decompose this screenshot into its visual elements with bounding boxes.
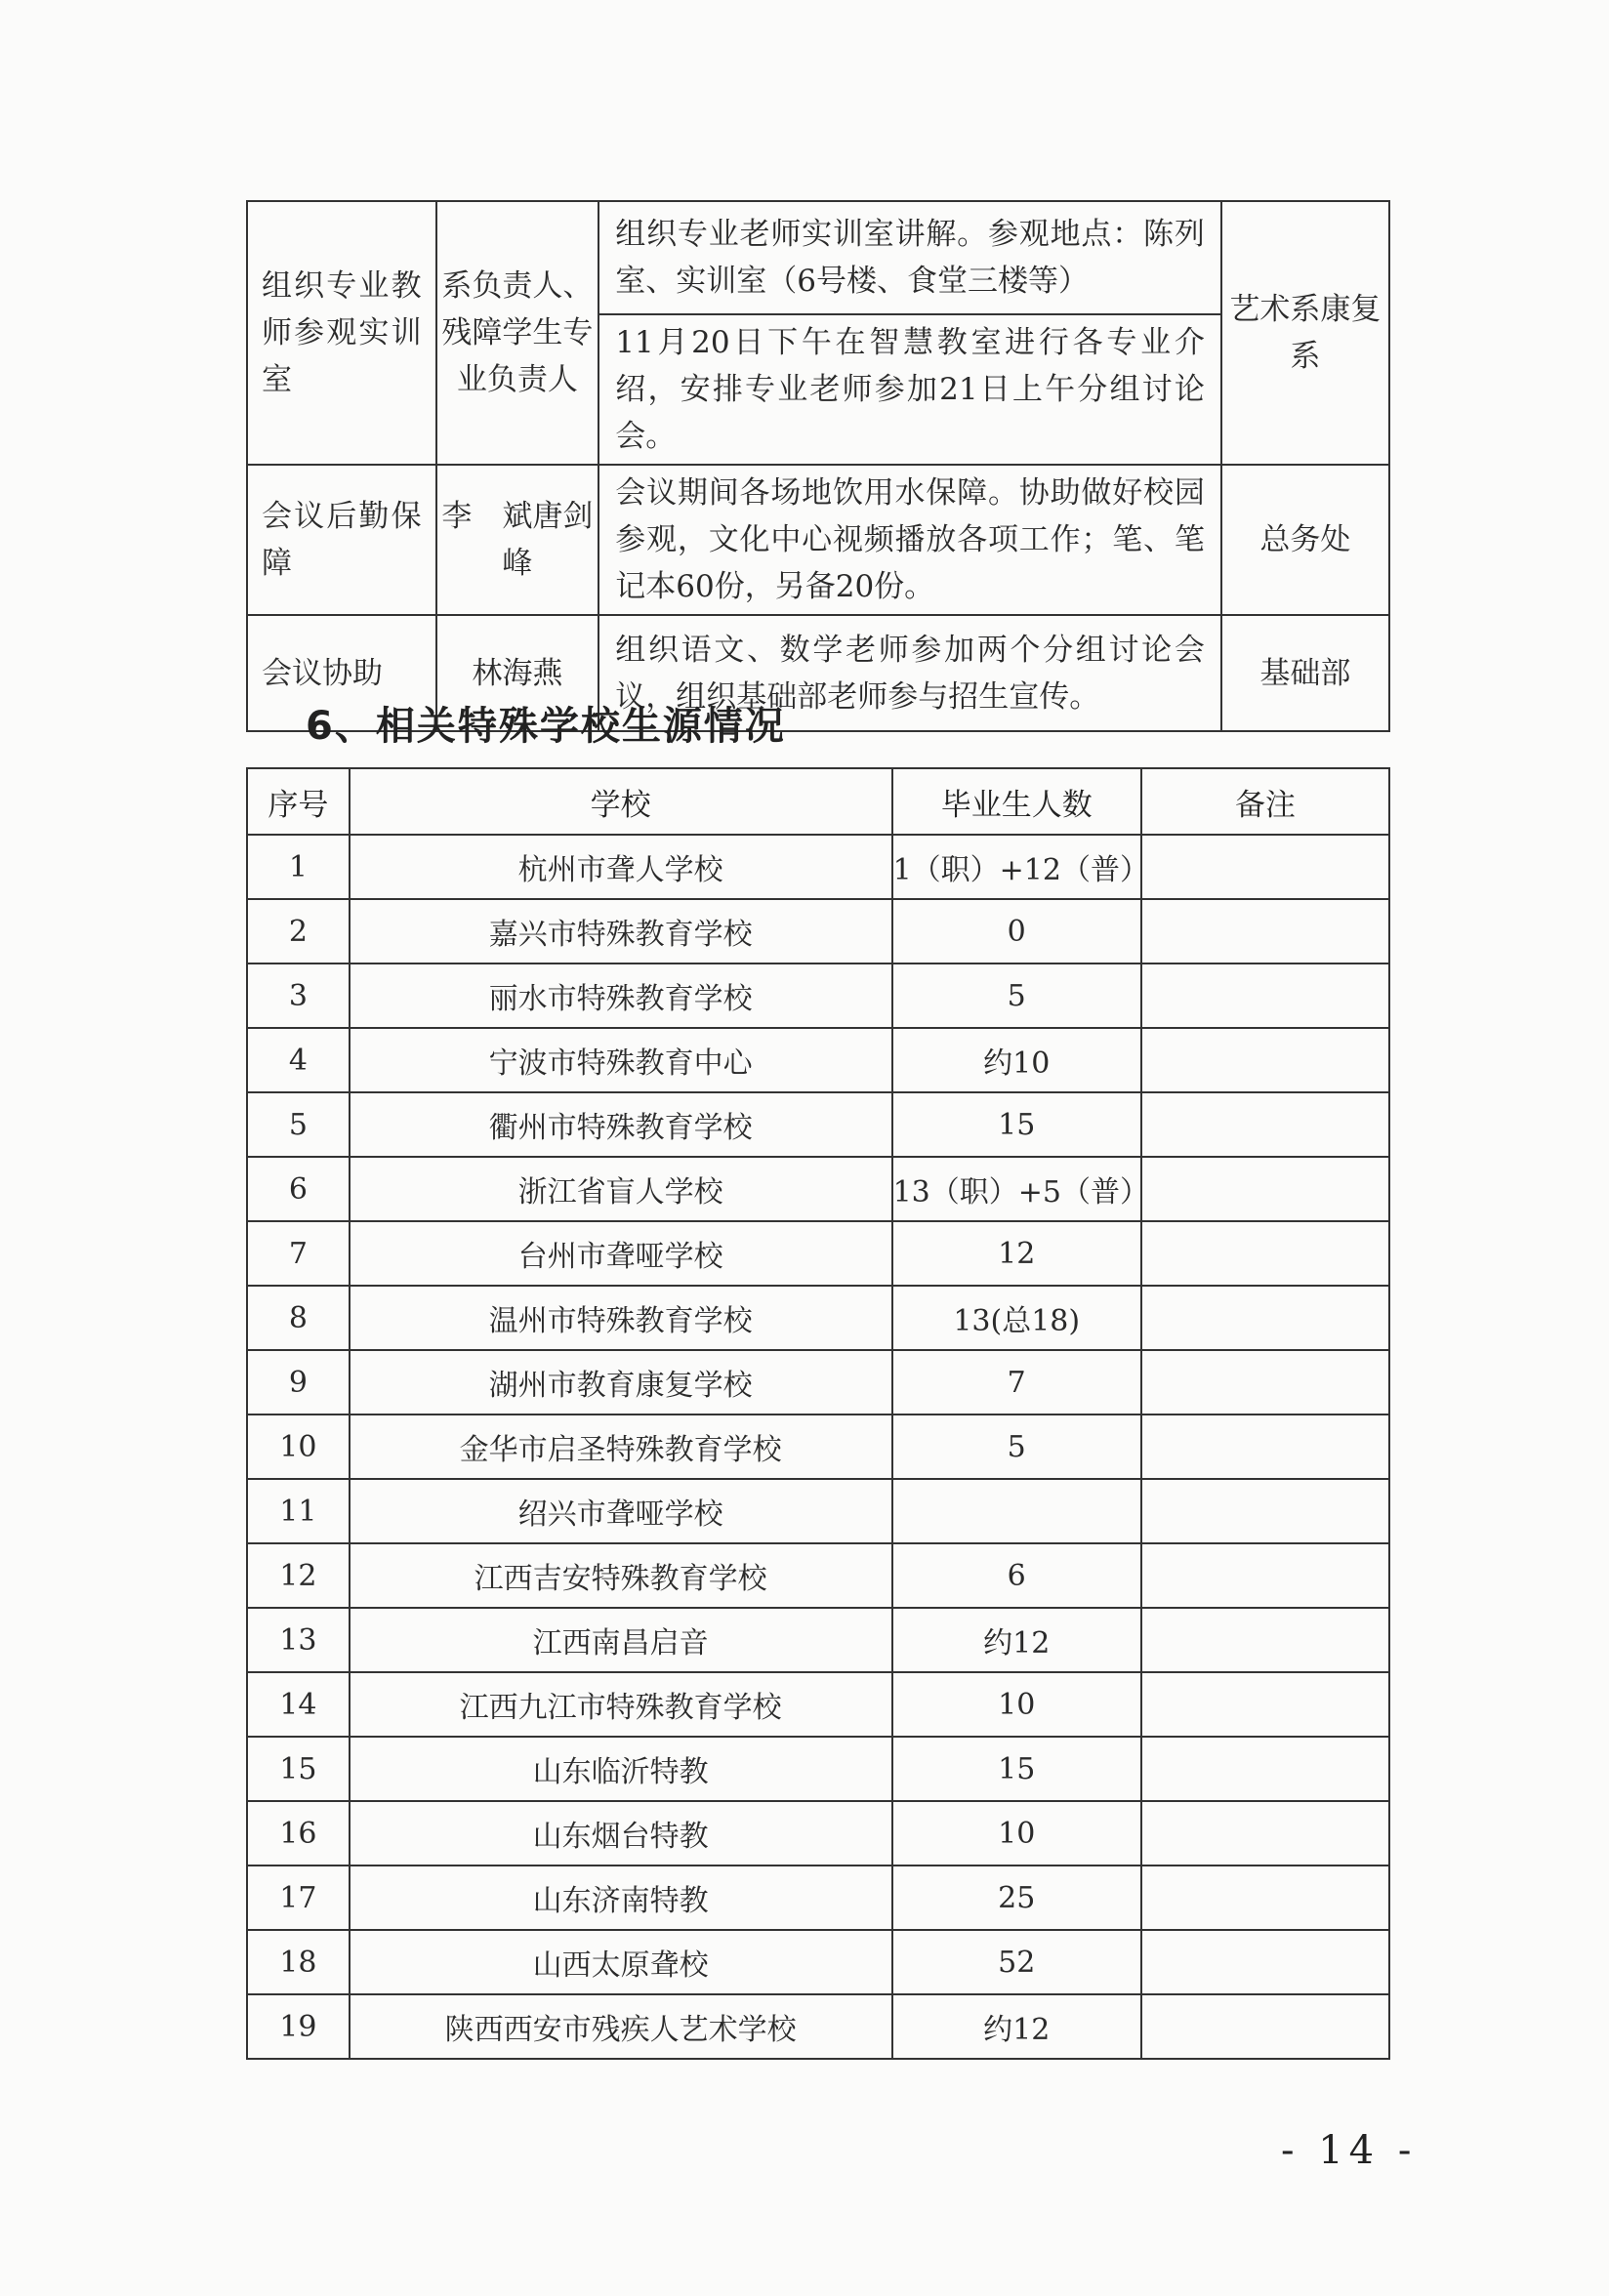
header-school: 学校 [350, 768, 892, 835]
school-name-cell: 衢州市特殊教育学校 [350, 1092, 892, 1157]
task-cell: 组织专业教师参观实训室 [247, 201, 436, 465]
table-row [247, 899, 1389, 964]
note-cell [1141, 964, 1389, 1028]
table-row [247, 1286, 1389, 1350]
row-number-cell: 2 [247, 899, 350, 964]
graduates-cell: 7 [892, 1350, 1141, 1414]
school-name-cell: 绍兴市聋哑学校 [350, 1479, 892, 1543]
school-name-cell: 山东济南特教 [350, 1866, 892, 1930]
table-row [247, 1157, 1389, 1221]
row-number-cell: 7 [247, 1221, 350, 1286]
graduates-cell: 12 [892, 1221, 1141, 1286]
header-no: 序号 [247, 768, 350, 835]
school-graduates-table [246, 767, 1390, 2060]
detail-cell: 11月20日下午在智慧教室进行各专业介绍，安排专业老师参加21日上午分组讨论会。 [598, 314, 1221, 465]
row-number-cell: 6 [247, 1157, 350, 1221]
school-name-cell: 金华市启圣特殊教育学校 [350, 1414, 892, 1479]
table-row [247, 1414, 1389, 1479]
graduates-cell: 15 [892, 1092, 1141, 1157]
note-cell [1141, 1028, 1389, 1092]
row-number-cell: 16 [247, 1801, 350, 1866]
graduates-cell: 约10 [892, 1028, 1141, 1092]
note-cell [1141, 1414, 1389, 1479]
note-cell [1141, 899, 1389, 964]
table-row [247, 1801, 1389, 1866]
table-row [247, 1479, 1389, 1543]
graduates-cell: 约12 [892, 1994, 1141, 2059]
graduates-cell: 5 [892, 964, 1141, 1028]
note-cell [1141, 1092, 1389, 1157]
task-assignment-table [246, 200, 1390, 732]
table-row [247, 835, 1389, 899]
note-cell [1141, 1866, 1389, 1930]
note-cell [1141, 1286, 1389, 1350]
table-row [247, 1092, 1389, 1157]
school-name-cell: 陕西西安市残疾人艺术学校 [350, 1994, 892, 2059]
note-cell [1141, 1994, 1389, 2059]
row-number-cell: 18 [247, 1930, 350, 1994]
table-header-row [247, 768, 1389, 835]
task-cell: 会议协助 [247, 615, 436, 731]
detail-cell: 组织语文、数学老师参加两个分组讨论会议，组织基础部老师参与招生宣传。 [598, 615, 1221, 731]
row-number-cell: 5 [247, 1092, 350, 1157]
person-cell: 李 斌唐剑峰 [436, 465, 599, 615]
note-cell [1141, 1221, 1389, 1286]
note-cell [1141, 1930, 1389, 1994]
note-cell [1141, 1737, 1389, 1801]
row-number-cell: 13 [247, 1608, 350, 1672]
school-name-cell: 嘉兴市特殊教育学校 [350, 899, 892, 964]
table-row [247, 1350, 1389, 1414]
school-name-cell: 江西吉安特殊教育学校 [350, 1543, 892, 1608]
graduates-cell: 10 [892, 1801, 1141, 1866]
row-number-cell: 15 [247, 1737, 350, 1801]
task-cell: 会议后勤保障 [247, 465, 436, 615]
school-name-cell: 宁波市特殊教育中心 [350, 1028, 892, 1092]
school-name-cell: 台州市聋哑学校 [350, 1221, 892, 1286]
graduates-cell: 10 [892, 1672, 1141, 1737]
school-name-cell: 湖州市教育康复学校 [350, 1350, 892, 1414]
graduates-cell: 5 [892, 1414, 1141, 1479]
note-cell [1141, 1608, 1389, 1672]
row-number-cell: 19 [247, 1994, 350, 2059]
row-number-cell: 10 [247, 1414, 350, 1479]
note-cell [1141, 1350, 1389, 1414]
person-cell: 系负责人、残障学生专业负责人 [436, 201, 599, 465]
row-number-cell: 11 [247, 1479, 350, 1543]
school-name-cell: 浙江省盲人学校 [350, 1157, 892, 1221]
graduates-cell: 6 [892, 1543, 1141, 1608]
header-graduates: 毕业生人数 [892, 768, 1141, 835]
graduates-cell: 15 [892, 1737, 1141, 1801]
note-cell [1141, 1157, 1389, 1221]
note-cell [1141, 1479, 1389, 1543]
row-number-cell: 1 [247, 835, 350, 899]
table-row [247, 1672, 1389, 1737]
note-cell [1141, 835, 1389, 899]
graduates-cell: 25 [892, 1866, 1141, 1930]
table-row [247, 1221, 1389, 1286]
header-note: 备注 [1141, 768, 1389, 835]
section-title: 6、相关特殊学校生源情况 [306, 704, 786, 749]
graduates-cell: 13(总18) [892, 1286, 1141, 1350]
school-name-cell: 江西九江市特殊教育学校 [350, 1672, 892, 1737]
note-cell [1141, 1801, 1389, 1866]
school-name-cell: 山东烟台特教 [350, 1801, 892, 1866]
school-name-cell: 山西太原聋校 [350, 1930, 892, 1994]
school-name-cell: 温州市特殊教育学校 [350, 1286, 892, 1350]
page-number: - 14 - [1281, 2128, 1418, 2173]
dept-cell: 艺术系康复系 [1221, 201, 1389, 465]
row-number-cell: 3 [247, 964, 350, 1028]
table-row [247, 1028, 1389, 1092]
school-name-cell: 江西南昌启音 [350, 1608, 892, 1672]
graduates-cell: 0 [892, 899, 1141, 964]
row-number-cell: 14 [247, 1672, 350, 1737]
row-number-cell: 9 [247, 1350, 350, 1414]
person-cell: 林海燕 [436, 615, 599, 731]
detail-cell: 会议期间各场地饮用水保障。协助做好校园参观，文化中心视频播放各项工作；笔、笔记本60份，另备20份。 [598, 465, 1221, 615]
school-name-cell: 丽水市特殊教育学校 [350, 964, 892, 1028]
graduates-cell: 1（职）+12（普） [892, 835, 1141, 899]
table-row [247, 1866, 1389, 1930]
note-cell [1141, 1543, 1389, 1608]
table-row [247, 1608, 1389, 1672]
table-row [247, 201, 1389, 314]
detail-cell: 组织专业老师实训室讲解。参观地点：陈列室、实训室（6号楼、食堂三楼等） [598, 201, 1221, 314]
school-name-cell: 山东临沂特教 [350, 1737, 892, 1801]
dept-cell: 基础部 [1221, 615, 1389, 731]
table-row [247, 1737, 1389, 1801]
table-row [247, 1994, 1389, 2059]
row-number-cell: 8 [247, 1286, 350, 1350]
row-number-cell: 17 [247, 1866, 350, 1930]
row-number-cell: 4 [247, 1028, 350, 1092]
graduates-cell [892, 1479, 1141, 1543]
table-row [247, 1930, 1389, 1994]
table-row [247, 1543, 1389, 1608]
table-row [247, 964, 1389, 1028]
school-name-cell: 杭州市聋人学校 [350, 835, 892, 899]
row-number-cell: 12 [247, 1543, 350, 1608]
graduates-cell: 约12 [892, 1608, 1141, 1672]
dept-cell: 总务处 [1221, 465, 1389, 615]
note-cell [1141, 1672, 1389, 1737]
table-row [247, 465, 1389, 615]
graduates-cell: 13（职）+5（普） [892, 1157, 1141, 1221]
graduates-cell: 52 [892, 1930, 1141, 1994]
